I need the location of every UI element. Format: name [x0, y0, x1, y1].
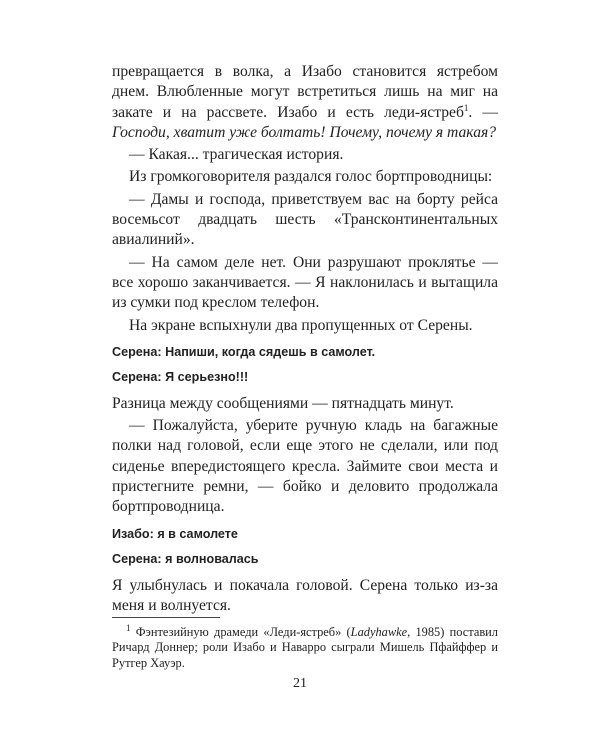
message-1: Серена: Напиши, когда сядешь в самолет.: [112, 344, 376, 359]
paragraph-8: — Пожалуйста, уберите ручную кладь на багажные полки над головой, если еще этого не сделали, или под сиденье впередистоящего кресла. Займите свои места и пристегните ремни, — бойко и деловито продолжала бортпроводница.: [112, 417, 498, 516]
footnote: [112, 622, 498, 671]
footnote-text: Фэнтезийную драмеди «Леди-ястреб» (: [135, 625, 351, 639]
paragraph-1-thought: Господи, хватит уже болтать! Почему, почему я такая?: [112, 123, 497, 141]
message-3: Изабо: я в самолете: [112, 526, 238, 541]
footnote-text-end: , 1985) поставил Ричард Доннер; роли Изабо и Наварро сыграли Мишель Пфайффер и Рутгер Хауэр.: [112, 625, 498, 670]
paragraph-5: — На самом деле нет. Они разрушают проклятье — все хорошо заканчивается. — Я наклонилась и вытащила из сумки под креслом телефон.: [112, 253, 498, 312]
footnote-reference: 1: [463, 102, 469, 113]
message-2: Серена: Я серьезно!!!: [112, 369, 249, 384]
paragraph-3: Из громкоговорителя раздался голос бортпроводницы:: [129, 168, 493, 186]
paragraph-2: — Какая... трагическая история.: [129, 146, 344, 164]
paragraph-6: На экране вспыхнули два пропущенных от Серены.: [129, 316, 473, 334]
paragraph-9: Я улыбнулась и покачала головой. Серена только из-за меня и волнуется.: [112, 576, 498, 614]
paragraph-1-dash: . —: [468, 103, 498, 121]
footnote-title: Ladyhawke: [350, 625, 408, 639]
message-4: Серена: я волновалась: [112, 551, 259, 566]
footnote-marker: 1: [126, 622, 131, 633]
page-number: 21: [293, 676, 307, 691]
paragraph-4: — Дамы и господа, приветствуем вас на борту рейса восемьсот двадцать шесть «Трансконтинентальных авиалиний».: [112, 190, 498, 249]
paragraph-1-text: превращается в волка, а Изабо становится ястребом днем. Влюбленные могут встретиться лишь на миг на закате и на рассвете. Изабо и есть леди-ястреб: [112, 63, 498, 121]
body-text: [112, 62, 498, 618]
footnote-divider: [112, 617, 220, 618]
paragraph-7: Разница между сообщениями — пятнадцать минут.: [112, 394, 454, 412]
paragraph-1: [112, 62, 498, 143]
